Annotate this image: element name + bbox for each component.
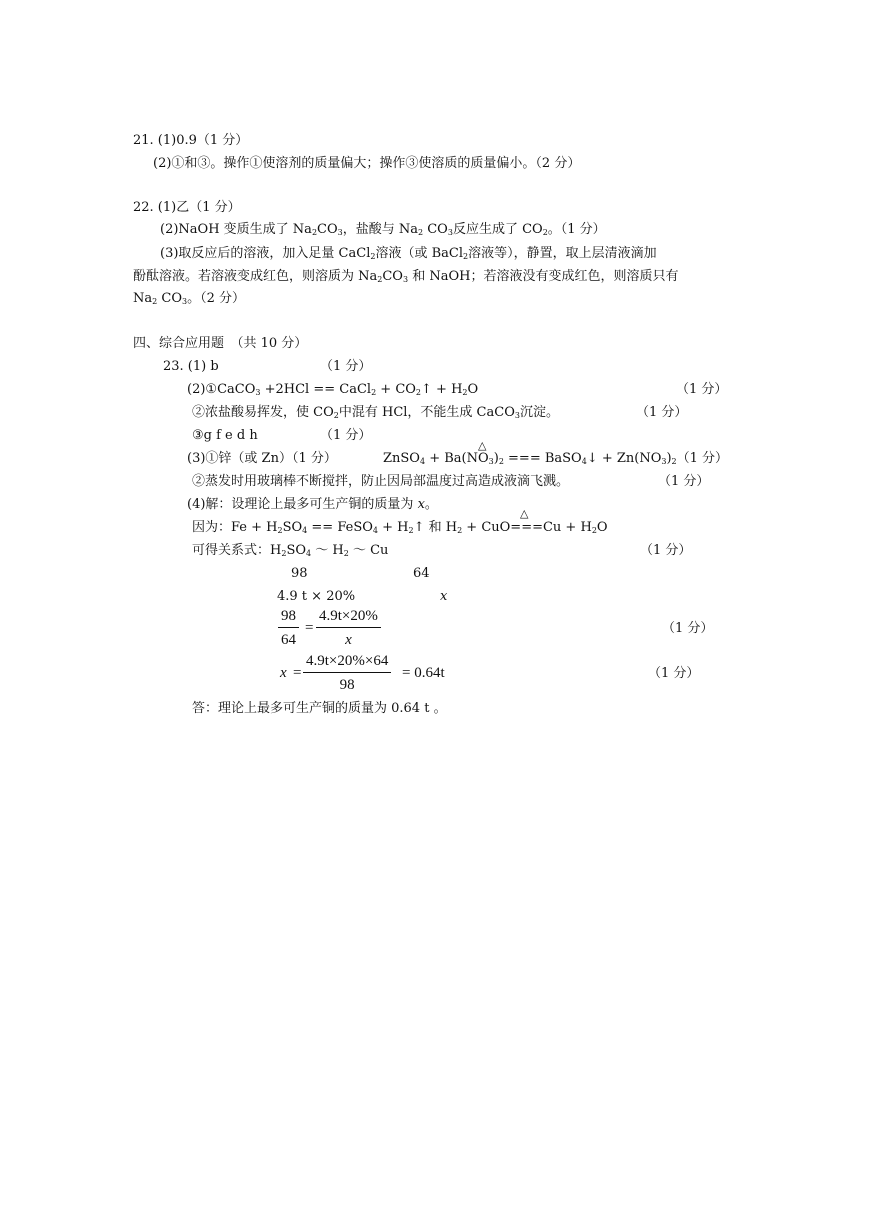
q21-part2: (2)①和③。操作①使溶剂的质量偏大；操作③使溶质的质量偏小。（2 分） bbox=[153, 156, 581, 171]
q23-part1: 23. (1) b bbox=[163, 359, 219, 374]
proportion-left-fraction: $\frac{98}{64}$ bbox=[278, 607, 299, 649]
q23-part1-score: （1 分） bbox=[320, 359, 372, 374]
section-heading: 四、综合应用题 （共 10 分） bbox=[133, 336, 308, 351]
result-fraction: $\frac{4.9t\times 20\%\times 64}{98}$ bbox=[303, 652, 391, 694]
q23-part2-order-score: （1 分） bbox=[320, 428, 372, 443]
final-answer: 答：理论上最多可生产铜的质量为 0.64 t 。 bbox=[192, 701, 447, 716]
q22-part2: (2)NaOH 变质生成了 $Na_2CO_3$，盐酸与 $Na_2$ $CO_3$反应生成了 $CO_2$。（1 分） bbox=[160, 222, 606, 237]
q22-part1: 22. (1)乙（1 分） bbox=[133, 200, 241, 215]
result-lhs: x bbox=[280, 665, 287, 681]
q23-part4-intro: (4)解：设理论上最多可生产铜的质量为 x。 bbox=[187, 497, 438, 512]
q22-part3: (3)取反应后的溶液，加入足量 CaCl$_2$溶液（或 BaCl$_2$溶液等），静置，取上层清液滴加 bbox=[160, 246, 657, 261]
proportion-right-fraction: $\frac{4.9t\times 20\%}{x}$ bbox=[316, 607, 381, 649]
equals-sign: = bbox=[305, 620, 314, 636]
q23-part2-reason: ②浓盐酸易挥发，使 $CO_2$中混有 HCl，不能生成 CaCO$_3$沉淀。 bbox=[192, 405, 559, 420]
heat-triangle-icon-2: △ bbox=[520, 507, 529, 520]
result-score: （1 分） bbox=[648, 666, 700, 681]
q23-part2-reason-score: （1 分） bbox=[636, 405, 688, 420]
result-equals: = bbox=[293, 665, 302, 681]
q23-part4-reactions: 因为：$Fe + H_2SO_4$ == FeSO$_4$ + $H_2↑$ 和 $H_2 + CuO===Cu + H_2O$ bbox=[192, 520, 608, 535]
result-value: = 0.64t bbox=[402, 665, 445, 681]
molar-mass-cu: 64 bbox=[413, 566, 430, 581]
unknown-x: x bbox=[440, 589, 448, 604]
q23-part2-order: ③g f e d h bbox=[192, 428, 258, 443]
q23-part4-relation: 可得关系式：$H_2SO_4$ ～ $H_2$ ～ Cu bbox=[192, 543, 389, 558]
q23-part2-score: （1 分） bbox=[676, 382, 728, 397]
proportion-score: （1 分） bbox=[662, 621, 714, 636]
q22-part3-end: $Na_2$ $CO_3$。（2 分） bbox=[133, 291, 245, 306]
q23-part3-note: ②蒸发时用玻璃棒不断搅拌，防止因局部温度过高造成液滴飞溅。 bbox=[192, 474, 570, 489]
q23-part3-equation: ZnSO$_4$ + $Ba(NO_3)_2$ === BaSO$_4$↓ + $Zn(NO_3)_2(1$ 分） bbox=[383, 451, 729, 466]
molar-mass-h2so4: 98 bbox=[291, 566, 308, 581]
heat-triangle-icon: △ bbox=[478, 439, 487, 452]
q23-part3-note-score: （1 分） bbox=[658, 474, 710, 489]
given-mass: 4.9 t × 20% bbox=[277, 589, 356, 604]
q21-part1: 21. (1)0.9（1 分） bbox=[133, 133, 249, 148]
q22-part3-cont: 酚酞溶液。若溶液变成红色，则溶质为 $Na_2CO_3$ 和 NaOH；若溶液没有变成红色，则溶质只有 bbox=[133, 269, 679, 284]
q23-part3-answer: (3)①锌（或 Zn）（1 分） bbox=[187, 451, 337, 466]
q23-part2-equation: (2)①CaCO$_3$ +2HCl == CaCl$_2$ + $CO_2↑ + H_2O$ bbox=[187, 382, 479, 397]
q23-part4-relation-score: （1 分） bbox=[640, 543, 692, 558]
